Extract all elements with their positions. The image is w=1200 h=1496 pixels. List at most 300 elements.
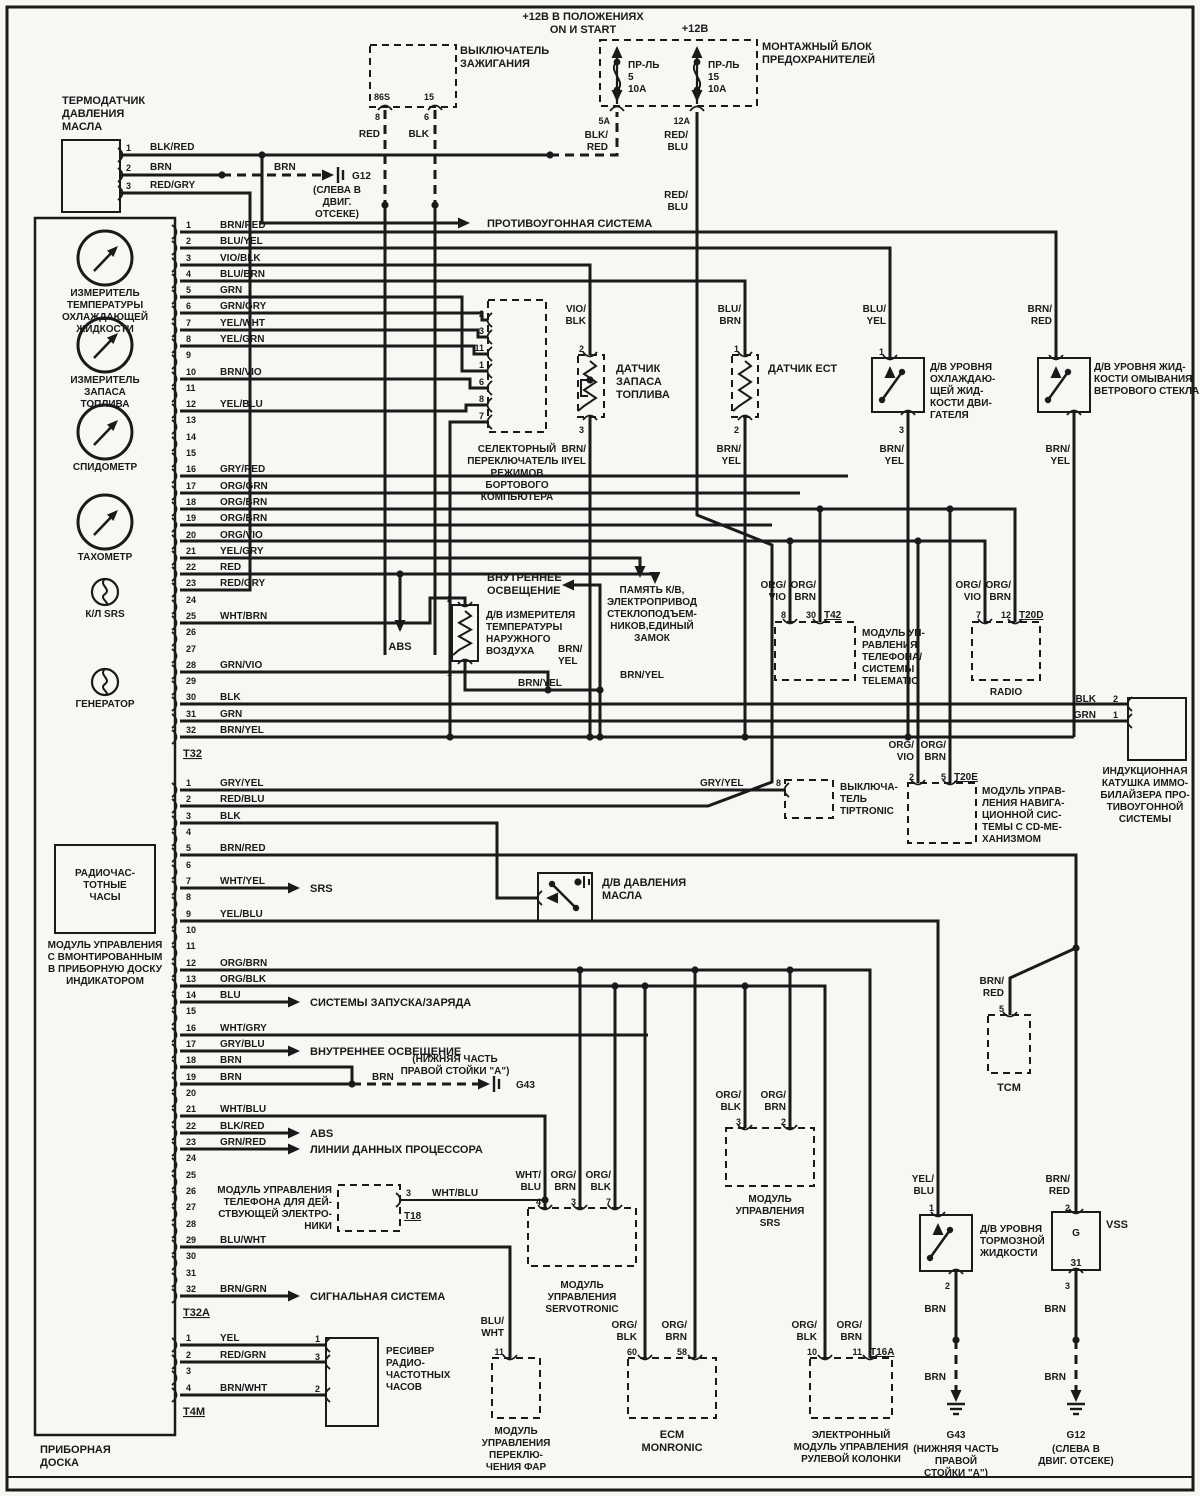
pin-number: 28 <box>186 1219 197 1229</box>
label: 86S <box>374 92 391 102</box>
label: G43 <box>946 1430 966 1441</box>
wire-color-label: BRN/RED <box>220 843 266 854</box>
junction-dot <box>348 1080 355 1087</box>
resistor-symbol <box>453 611 471 655</box>
pin-number: 28 <box>186 660 197 670</box>
pin-number: 31 <box>186 1268 197 1278</box>
wire <box>180 541 985 622</box>
label: BRN <box>924 1372 946 1383</box>
power-on-start: +12В В ПОЛОЖЕНИЯХ ON И START <box>522 11 644 36</box>
label: 58 <box>676 1347 687 1357</box>
srs-module-box <box>726 1128 814 1186</box>
junction-dot <box>1072 1336 1079 1343</box>
oil-thermo-label: ТЕРМОДАТЧИК ДАВЛЕНИЯ МАСЛА <box>62 95 146 133</box>
label: BRN/ YEL <box>561 444 586 467</box>
steering-column-module-box <box>810 1358 892 1418</box>
label: G12 <box>1066 1430 1086 1441</box>
pin-number: 5 <box>186 285 192 295</box>
wire-color-label: ORG/BRN <box>220 958 268 969</box>
pin-number: 26 <box>186 627 197 637</box>
dashboard-label: ПРИБОРНАЯ ДОСКА <box>40 1444 111 1469</box>
junction-dot <box>741 733 748 740</box>
label: BRN/ YEL <box>558 644 583 667</box>
junction-dot <box>446 733 453 740</box>
junction-dot <box>596 733 603 740</box>
pin-number: 11 <box>186 941 196 951</box>
wire-color-label: GRY/YEL <box>220 778 264 789</box>
t42: T42 <box>824 610 842 621</box>
pin-number: 15 <box>186 1006 197 1016</box>
pin-number: 4 <box>186 269 192 279</box>
pin-number: 30 <box>186 692 197 702</box>
pin-number: 21 <box>186 546 197 556</box>
label: RED/ BLU <box>664 130 688 153</box>
pin-number: 20 <box>186 530 197 540</box>
label: BLU/ YEL <box>862 304 886 327</box>
label: 8 <box>780 610 786 620</box>
pin-number: 8 <box>186 334 192 344</box>
label: 11 <box>474 343 484 353</box>
brake-fluid-switch-box <box>920 1215 972 1271</box>
label: G12 <box>352 171 371 182</box>
junction-dot <box>1072 944 1079 951</box>
label: 6 <box>478 377 484 387</box>
arrowhead <box>458 218 470 229</box>
fuse-box-label: МОНТАЖНЫЙ БЛОК ПРЕДОХРАНИТЕЛЕЙ <box>762 41 876 66</box>
wire <box>180 379 488 388</box>
wire-color-label: GRY/RED <box>220 464 266 475</box>
label: 1 <box>126 143 132 153</box>
switch-dot <box>1045 397 1051 403</box>
wire-color-label: WHT/YEL <box>220 876 265 887</box>
arrowhead <box>562 580 574 591</box>
wire <box>180 986 825 1358</box>
phone-module-label: МОДУЛЬ УПРАВЛЕНИЯ ТЕЛЕФОНА ДЛЯ ДЕЙ-СТВУЮЩЕЙ ЭЛЕКТРО-НИКИ <box>217 1185 332 1232</box>
pin-number: 21 <box>186 1104 197 1114</box>
wire-color-label: ORG/BLK <box>220 974 267 985</box>
rf-receiver-box <box>326 1338 378 1426</box>
label: 8 <box>775 778 781 788</box>
pin-number: 27 <box>186 1202 197 1212</box>
fuse-dot <box>694 59 701 66</box>
fuse-box <box>600 40 757 106</box>
pin-number: 26 <box>186 1186 197 1196</box>
label: BRN/ YEL <box>716 444 741 467</box>
wire <box>180 232 1056 358</box>
rf-clock-label: РАДИОЧАС-ТОТНЫЕ ЧАСЫ <box>74 868 136 903</box>
label: BRN <box>924 1304 946 1315</box>
label: 2 <box>446 594 452 604</box>
wire-color-label: BRN/GRN <box>220 1284 267 1295</box>
pin-number: 14 <box>186 432 197 442</box>
pin-number: 23 <box>186 1137 197 1147</box>
pin-number: 22 <box>186 1121 197 1131</box>
t20d: T20D <box>1019 610 1044 621</box>
interior-light-label: ВНУТРЕННЕЕ ОСВЕЩЕНИЕ <box>487 572 562 597</box>
pin-number: 22 <box>186 562 197 572</box>
pin-number: 27 <box>186 644 197 654</box>
wire <box>180 672 548 690</box>
arrowhead <box>288 1128 300 1139</box>
wire-color-label: BLK <box>220 811 241 822</box>
label: BLU/ BRN <box>717 304 741 327</box>
t32: T32 <box>183 748 202 760</box>
arrowhead <box>612 90 623 102</box>
pin-number: 1 <box>186 778 192 788</box>
label: (НИЖНЯЯ ЧАСТЬ ПРАВОЙ СТОЙКИ "А") <box>913 1444 999 1479</box>
junction-dot <box>596 686 603 693</box>
wire-color-label: BRN/WHT <box>220 1383 268 1394</box>
label: 12А <box>673 116 690 126</box>
label: ORG/ BLK <box>611 1320 637 1343</box>
pin-number: 2 <box>186 794 192 804</box>
label: WHT/BLU <box>432 1188 479 1199</box>
pin-number: 16 <box>186 464 197 474</box>
srs-module-label: МОДУЛЬ УПРАВЛЕНИЯ SRS <box>735 1194 805 1229</box>
pin-number: 25 <box>186 1170 197 1180</box>
wire-color-label: GRN/RED <box>220 1137 267 1148</box>
label: BLK <box>1075 694 1096 705</box>
arrowhead <box>478 1079 490 1090</box>
label: ORG/ BLK <box>585 1170 611 1193</box>
label: 2 <box>944 1281 950 1291</box>
wire <box>180 346 488 354</box>
label: 15 <box>424 92 435 102</box>
switch-dot <box>1065 369 1071 375</box>
label: 11 <box>494 1347 504 1357</box>
fuse-5-label: ПР-ЛЬ 5 10А <box>628 60 660 95</box>
label: 10 <box>806 1347 817 1357</box>
pin-number: 9 <box>186 909 192 919</box>
junction-dot <box>691 966 698 973</box>
t18: T18 <box>404 1211 422 1222</box>
pin-number: 4 <box>186 1383 192 1393</box>
pin-number: 18 <box>186 497 197 507</box>
ignition-switch-label: ВЫКЛЮЧАТЕЛЬ ЗАЖИГАНИЯ <box>460 45 550 70</box>
label: BLK <box>408 129 429 140</box>
label: BLU/ WHT <box>480 1316 504 1339</box>
steering-module-label: ЭЛЕКТРОННЫЙ МОДУЛЬ УПРАВЛЕНИЯ РУЛЕВОЙ КОЛОНКИ <box>793 1430 909 1465</box>
signal-system-label: СИГНАЛЬНАЯ СИСТЕМА <box>310 1291 446 1303</box>
junction-dot <box>218 171 225 178</box>
wire-color-label: YEL/GRY <box>220 546 264 557</box>
switch-dot <box>879 397 885 403</box>
wire-color-label: GRN/VIO <box>220 660 263 671</box>
servotronic-module-box <box>528 1208 636 1266</box>
junction-dot <box>786 966 793 973</box>
label: G <box>1072 1228 1080 1239</box>
fuel-gauge-label: ИЗМЕРИТЕЛЬ ЗАПАСА ТОПЛИВА <box>70 375 140 410</box>
label: (СЛЕВА В ДВИГ. ОТСЕКЕ) <box>313 185 361 220</box>
pin-number: 5 <box>186 843 192 853</box>
pin-number: 6 <box>186 301 192 311</box>
pin-number: 17 <box>186 481 197 491</box>
wire-color-label: YEL/WHT <box>220 318 265 329</box>
label: RED <box>358 129 380 140</box>
pin-number: 3 <box>186 1366 192 1376</box>
pin-number: 29 <box>186 1235 197 1245</box>
label: 2 <box>578 344 584 354</box>
label: 3 <box>578 425 584 435</box>
label: ORG/ VIO <box>888 740 914 763</box>
power-12v: +12В <box>681 23 709 35</box>
lamp-filament-icon <box>103 579 107 605</box>
label: 2 <box>314 1384 320 1394</box>
pin-number: 17 <box>186 1039 197 1049</box>
label: WHT/ BLU <box>515 1170 541 1193</box>
pin-number: 24 <box>186 595 197 605</box>
selector-switch-box <box>488 300 546 432</box>
fuel-sensor-label: ДАТЧИК ЗАПАСА ТОПЛИВА <box>616 363 670 401</box>
label: BRN/ RED <box>1027 304 1052 327</box>
wire-color-label: RED <box>220 562 242 573</box>
label: 1 <box>478 360 484 370</box>
washer-level-switch-box <box>1038 358 1090 412</box>
label: ORG/ BRN <box>836 1320 862 1343</box>
arrowhead <box>1051 366 1062 378</box>
telematic-module-box <box>775 622 855 680</box>
label: (СЛЕВА В ДВИГ. ОТСЕКЕ) <box>1038 1444 1114 1467</box>
label: GRY/YEL <box>700 778 744 789</box>
wire-color-label: BLU/BRN <box>220 269 265 280</box>
pin-number: 12 <box>186 958 197 968</box>
switch-dot <box>927 1255 933 1261</box>
label: ORG/ BRN <box>985 580 1011 603</box>
label: 12 <box>1000 610 1011 620</box>
pin-number: 4 <box>186 827 192 837</box>
wire-color-label: BLU/WHT <box>220 1235 267 1246</box>
fuse-dot <box>614 59 621 66</box>
wire <box>566 585 600 690</box>
label: 5А <box>598 116 610 126</box>
pin-number: 23 <box>186 578 197 588</box>
pin-number: 11 <box>186 383 196 393</box>
brake-fluid-label: Д/В УРОВНЯ ТОРМОЗНОЙ ЖИДКОСТИ <box>980 1224 1045 1259</box>
wire <box>180 970 870 1358</box>
oil-thermo-sensor-box <box>62 140 120 212</box>
arrowhead <box>951 1390 962 1402</box>
label: BRN/ YEL <box>1045 444 1070 467</box>
radio-label: RADIO <box>989 687 1023 698</box>
label: BRN <box>150 162 172 173</box>
data-lines-label: ЛИНИИ ДАННЫХ ПРОЦЕССОРА <box>310 1144 483 1156</box>
telematic-label: МОДУЛЬ УП-РАВЛЕНИЯ ТЕЛЕФОНА/ СИСТЕМЫ TELEMATIC <box>862 628 925 687</box>
arrowhead <box>692 90 703 102</box>
label: ORG/ BRN <box>790 580 816 603</box>
wire-color-label: GRN <box>220 709 243 720</box>
srs-lamp-label: К/Л SRS <box>85 609 125 620</box>
label: 7 <box>478 411 484 421</box>
junction-dot <box>741 982 748 989</box>
radio-box <box>972 622 1040 680</box>
pin-number: 3 <box>186 253 192 263</box>
label: 3 <box>735 1117 741 1127</box>
junction-dot <box>946 505 953 512</box>
wire-color-label: BLK/RED <box>220 1121 265 1132</box>
nav-module-box <box>908 783 976 843</box>
wire-color-label: GRN <box>220 285 243 296</box>
arrowhead <box>1071 1390 1082 1402</box>
pin-number: 32 <box>186 725 197 735</box>
arrowhead <box>650 572 661 584</box>
wire-color-label: BLK <box>220 692 241 703</box>
label: 3 <box>478 326 484 336</box>
pin-number: 14 <box>186 990 197 1000</box>
label: ORG/ BRN <box>920 740 946 763</box>
pin-number: 1 <box>186 1333 192 1343</box>
generator-label: ГЕНЕРАТОР <box>75 699 135 710</box>
label: 6 <box>423 112 429 122</box>
arrowhead <box>933 1223 944 1235</box>
wire-color-label: ORG/GRN <box>220 481 268 492</box>
label: 3 <box>570 1197 576 1207</box>
label: RED/ BLU <box>664 190 688 213</box>
label: 7 <box>605 1197 611 1207</box>
arrowhead <box>322 170 334 181</box>
ect-sensor-label: ДАТЧИК ЕСТ <box>768 363 838 375</box>
outside-temp-label: Д/В ИЗМЕРИТЕЛЯ ТЕМПЕРАТУРЫ НАРУЖНОГО ВОЗДУХА <box>486 610 576 657</box>
start-charge-label: СИСТЕМЫ ЗАПУСКА/ЗАРЯДА <box>310 997 472 1009</box>
memory-label: ПАМЯТЬ К/В, ЭЛЕКТРОПРИВОД СТЕКЛОПОДЪЕМ-НИКОВ,ЕДИНЫЙ ЗАМОК <box>607 585 697 644</box>
arrowhead <box>395 620 406 632</box>
speedometer-label: СПИДОМЕТР <box>72 462 138 473</box>
switch-dot <box>573 905 579 911</box>
ecm-box <box>628 1358 716 1418</box>
wire <box>1010 948 1076 1015</box>
cluster-module-label: МОДУЛЬ УПРАВЛЕНИЯ С ВМОНТИРОВАННЫМ В ПРИБОРНУЮ ДОСКУ ИНДИКАТОРОМ <box>47 940 163 987</box>
immobilizer-coil-box <box>1128 698 1186 760</box>
phone-module-box <box>338 1185 400 1231</box>
label: 30 <box>805 610 816 620</box>
label: 1 <box>878 347 884 357</box>
wire-color-label: RED/GRN <box>220 1350 267 1361</box>
wire <box>180 1067 352 1084</box>
label: ORG/ VIO <box>760 580 786 603</box>
label: 5 <box>998 1004 1004 1014</box>
arrowhead <box>288 997 300 1008</box>
pin-number: 12 <box>186 399 197 409</box>
label: 11 <box>852 1347 862 1357</box>
pin-number: 8 <box>186 892 192 902</box>
arrowhead <box>288 1144 300 1155</box>
pin-number: 19 <box>186 513 197 523</box>
label: 3 <box>1064 1281 1070 1291</box>
wire-color-label: BRN/YEL <box>220 725 264 736</box>
label: BRN <box>274 162 296 173</box>
label: BRN/ RED <box>979 976 1004 999</box>
label: 1 <box>446 668 452 678</box>
tiptronic-label: ВЫКЛЮЧА-ТЕЛЬ TIPTRONIC <box>840 782 898 817</box>
wire-color-label: YEL <box>220 1333 240 1344</box>
arrowhead <box>288 883 300 894</box>
pin-number: 6 <box>186 860 192 870</box>
junction-dot <box>914 537 921 544</box>
resistor-symbol <box>733 361 751 411</box>
selector-label: СЕЛЕКТОРНЫЙ ПЕРЕКЛЮЧАТЕЛЬ II РЕЖИМОВ БОРТОВОГО КОМПЬЮТЕРА <box>467 444 567 503</box>
wire-color-label: BRN <box>220 1072 242 1083</box>
arrowhead <box>288 1046 300 1057</box>
wire-color-label: WHT/BLU <box>220 1104 267 1115</box>
pin-arc <box>488 381 493 395</box>
junction-dot <box>641 982 648 989</box>
label: 60 <box>626 1347 637 1357</box>
pin-number: 10 <box>186 367 197 377</box>
arrowhead <box>885 366 896 378</box>
pin-number: 13 <box>186 415 197 425</box>
lamp-filament-icon <box>103 669 107 695</box>
label: BRN <box>1044 1372 1066 1383</box>
junction-dot <box>576 966 583 973</box>
junction-dot <box>586 376 593 383</box>
pin-arc <box>690 107 704 112</box>
pin-number: 2 <box>186 236 192 246</box>
washer-level-label: Д/В УРОВНЯ ЖИД-КОСТИ ОМЫВАНИЯ ВЕТРОВОГО СТЕКЛА <box>1094 362 1200 397</box>
pin-number: 13 <box>186 974 197 984</box>
pin-number: 2 <box>186 1350 192 1360</box>
wire-color-label: BRN/RED <box>220 220 266 231</box>
antitheft-label: ПРОТИВОУГОННАЯ СИСТЕМА <box>487 218 653 230</box>
pin-number: 1 <box>186 220 192 230</box>
coolant-gauge-label: ИЗМЕРИТЕЛЬ ТЕМПЕРАТУРЫ ОХЛАЖДАЮЩЕЙ ЖИДКОСТИ <box>61 288 149 335</box>
label: ORG/ VIO <box>955 580 981 603</box>
label: 1 <box>928 1203 934 1213</box>
nav-module-label: МОДУЛЬ УПРАВ-ЛЕНИЯ НАВИГА-ЦИОННОЙ СИС-ТЕМЫ С CD-МЕ-ХАНИЗМОМ <box>982 786 1066 845</box>
coolant-level-label: Д/В УРОВНЯ ОХЛАЖДАЮ-ЩЕЙ ЖИД-КОСТИ ДВИ-ГАТЕЛЯ <box>930 362 996 421</box>
pin-number: 30 <box>186 1251 197 1261</box>
label: 2 <box>733 425 739 435</box>
junction-dot <box>258 151 265 158</box>
label: VIO/ BLK <box>565 304 586 327</box>
wire-color-label: ORG/BRN <box>220 513 268 524</box>
label: 3 <box>126 181 132 191</box>
t32a: T32A <box>183 1307 210 1319</box>
label: 5 <box>940 772 946 782</box>
pin-number: 31 <box>186 709 197 719</box>
junction-dot <box>541 1196 548 1203</box>
junction-dot <box>546 151 553 158</box>
label: BRN <box>1044 1304 1066 1315</box>
servotronic-label: МОДУЛЬ УПРАВЛЕНИЯ SERVOTRONIC <box>545 1280 619 1315</box>
pin-number: 15 <box>186 448 197 458</box>
label: BRN <box>372 1072 394 1083</box>
wire-color-label: YEL/BLU <box>220 399 263 410</box>
label: 7 <box>975 610 981 620</box>
label: BLK/ RED <box>584 130 608 153</box>
label: 2 <box>1112 694 1118 704</box>
wire-color-label: WHT/GRY <box>220 1023 267 1034</box>
junction-dot <box>586 733 593 740</box>
label: 31 <box>1070 1258 1082 1269</box>
wire-color-label: BLU/YEL <box>220 236 263 247</box>
pin-number: 20 <box>186 1088 197 1098</box>
coolant-level-switch-box <box>872 358 924 412</box>
tcm-label: TCM <box>997 1082 1021 1094</box>
t20e: T20E <box>954 772 978 783</box>
pin-number: 25 <box>186 611 197 621</box>
wire-color-label: BRN/VIO <box>220 367 262 378</box>
label: YEL/ BLU <box>911 1174 934 1197</box>
wire-color-label: BLU <box>220 990 241 1001</box>
pin-number: 19 <box>186 1072 197 1082</box>
label: 1 <box>314 1334 320 1344</box>
label: (НИЖНЯЯ ЧАСТЬ ПРАВОЙ СТОЙКИ "А") <box>400 1054 510 1077</box>
junction-dot <box>431 201 438 208</box>
junction-dot <box>574 878 581 885</box>
abs-arrow-label: ABS <box>310 1128 334 1140</box>
switch-dot <box>899 369 905 375</box>
t16a: T16A <box>870 1347 895 1358</box>
label: ORG/ BRN <box>760 1090 786 1113</box>
